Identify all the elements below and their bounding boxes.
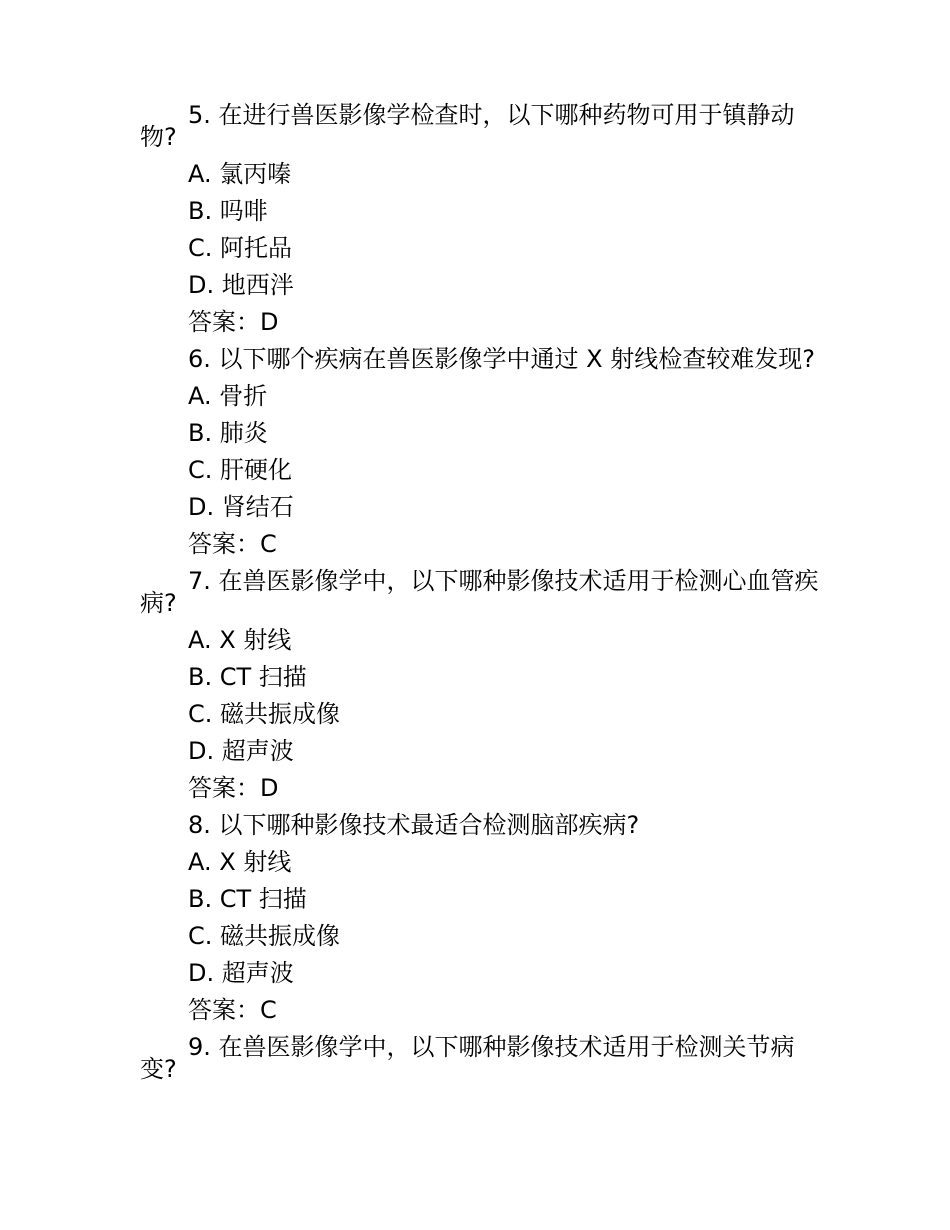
- option-b: B. CT 扫描: [188, 885, 307, 913]
- option-b: B. 肺炎: [188, 419, 268, 447]
- option-b: B. 吗啡: [188, 197, 268, 225]
- option-a: A. X 射线: [188, 848, 292, 876]
- question-6: [140, 345, 820, 558]
- question-stem: 9. 在兽医影像学中，以下哪种影像技术适用于检测关节病变?: [140, 1033, 795, 1083]
- question-stem: 7. 在兽医影像学中，以下哪种影像技术适用于检测心血管疾病?: [140, 567, 819, 617]
- question-stem: 8. 以下哪种影像技术最适合检测脑部疾病?: [188, 811, 640, 839]
- question-5: [140, 101, 820, 336]
- option-d: D. 地西泮: [188, 271, 294, 299]
- option-c: C. 阿托品: [188, 234, 293, 262]
- question-7: [140, 567, 820, 802]
- question-list: [140, 101, 820, 1095]
- option-c: C. 肝硬化: [188, 456, 293, 484]
- option-c: C. 磁共振成像: [188, 700, 341, 728]
- question-9: [140, 1033, 820, 1083]
- option-a: A. 骨折: [188, 382, 268, 410]
- option-a: A. 氯丙嗪: [188, 160, 292, 188]
- answer-line: 答案：D: [188, 774, 279, 802]
- answer-line: 答案：C: [188, 530, 277, 558]
- option-d: D. 肾结石: [188, 493, 294, 521]
- answer-line: 答案：D: [188, 308, 279, 336]
- question-8: [140, 811, 820, 1024]
- question-stem: 6. 以下哪个疾病在兽医影像学中通过 X 射线检查较难发现?: [188, 345, 815, 373]
- option-c: C. 磁共振成像: [188, 922, 341, 950]
- option-a: A. X 射线: [188, 626, 292, 654]
- question-stem: 5. 在进行兽医影像学检查时，以下哪种药物可用于镇静动物?: [140, 101, 795, 151]
- option-d: D. 超声波: [188, 737, 294, 765]
- answer-line: 答案：C: [188, 996, 277, 1024]
- option-d: D. 超声波: [188, 959, 294, 987]
- option-b: B. CT 扫描: [188, 663, 307, 691]
